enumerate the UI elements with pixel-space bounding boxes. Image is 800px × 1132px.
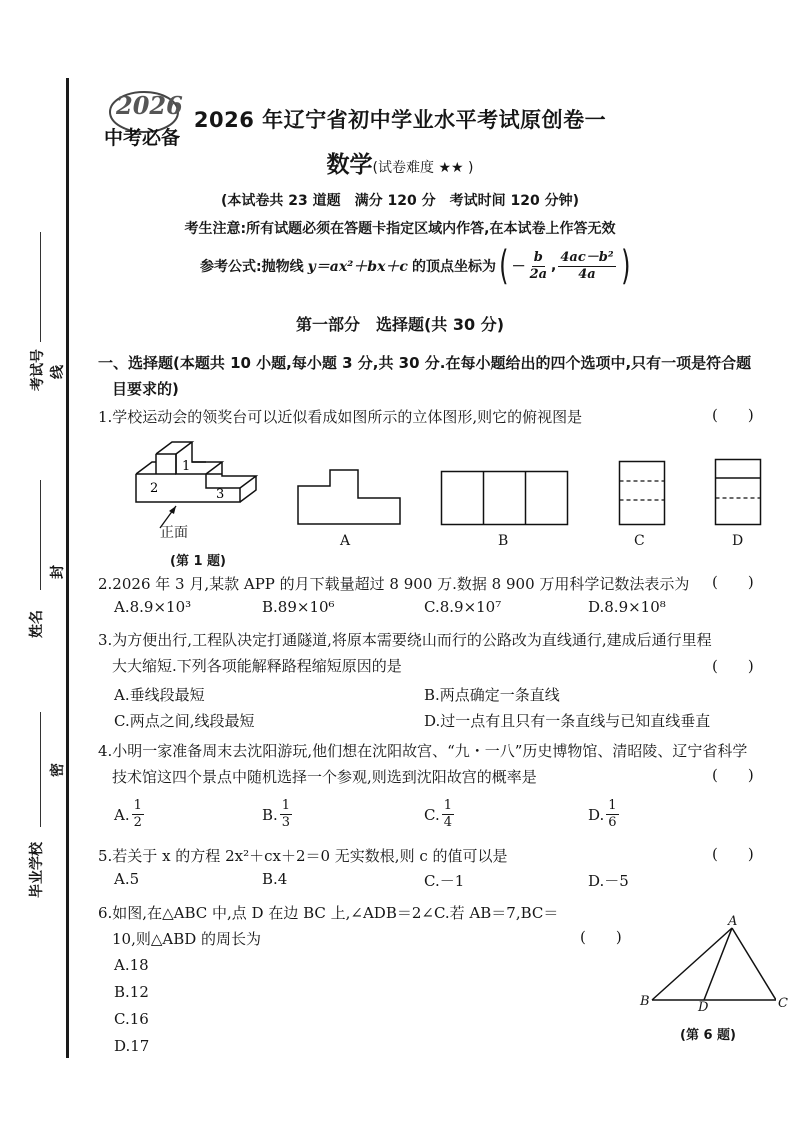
podium-label-2: 2	[150, 481, 159, 496]
front-view-label: 正面	[160, 525, 188, 541]
q2-option-d[interactable]: D.8.9×10⁸	[588, 598, 666, 616]
q4-option-b[interactable]: B. $\frac{1}{3}$	[262, 798, 291, 830]
vertex-y-fraction: $\frac{\text{4ac－b²}}{4a}$	[560, 249, 614, 282]
school-label: 毕业学校	[29, 842, 45, 898]
q3-option-a[interactable]: A.垂线段最短	[114, 686, 205, 704]
q3-option-b[interactable]: B.两点确定一条直线	[424, 686, 560, 704]
q4-option-d[interactable]: D. $\frac{1}{6}$	[588, 798, 617, 830]
section-instruction: 一、选择题(本题共 10 小题,每小题 3 分,共 30 分.在每小题给出的四个选项中,只有一项是符合题 目要求的)	[98, 354, 752, 398]
seal-mark-feng: 封	[50, 565, 66, 579]
left-paren: (	[499, 243, 509, 289]
school-blank	[40, 712, 41, 827]
formula-mid: 的顶点坐标为	[411, 259, 496, 275]
formula-equation: y＝ax²＋bx＋c	[307, 259, 408, 275]
exam-notice: 考生注意:所有试题必须在答题卡指定区域内作答,在本试卷上作答无效	[184, 221, 616, 237]
q2-text: 2.2026 年 3 月,某款 APP 的月下载量超过 8 900 万.数据 8 900 万用科学记数法表示为	[98, 575, 690, 593]
q5-text: 5.若关于 x 的方程 2x²＋cx＋2＝0 无实数根,则 c 的值可以是	[98, 847, 508, 865]
q2-option-b[interactable]: B.89×10⁶	[262, 598, 335, 616]
podium-label-3: 3	[216, 487, 225, 502]
q6-answer-bracket: ( )	[580, 928, 622, 946]
q1-option-a-label[interactable]: A	[340, 533, 351, 549]
vertex-b: B	[640, 994, 650, 1009]
q6-option-a[interactable]: A.18	[114, 956, 149, 974]
q2-answer-bracket: ( )	[712, 573, 754, 591]
name-label: 姓名	[29, 610, 45, 638]
q1-caption: (第 1 题)	[170, 554, 226, 569]
q5-option-b[interactable]: B.4	[262, 870, 288, 888]
logo-year: 2026	[116, 91, 183, 120]
vertex-c: C	[778, 996, 788, 1011]
q5-option-d[interactable]: D.－5	[588, 872, 629, 890]
q6-option-d[interactable]: D.17	[114, 1037, 150, 1055]
name-blank	[40, 480, 41, 590]
subject-line	[0, 146, 800, 179]
q1-option-b-figure[interactable]	[440, 470, 570, 526]
seal-mark-line: 线	[50, 365, 66, 379]
q1-text: 1.学校运动会的领奖台可以近似看成如图所示的立体图形,则它的俯视图是	[98, 408, 583, 426]
q1-option-d-figure[interactable]	[714, 458, 762, 526]
q2-option-a[interactable]: A.8.9×10³	[114, 598, 192, 616]
q5-answer-bracket: ( )	[712, 845, 754, 863]
q1-answer-bracket: ( )	[712, 406, 754, 424]
q1-option-b-label[interactable]: B	[498, 533, 509, 549]
q6-text: 6.如图,在△ABC 中,点 D 在边 BC 上,∠ADB＝2∠C.若 AB＝7,BC＝ 10,则△ABD 的周长为	[98, 904, 559, 948]
seal-mark-mi: 密	[50, 763, 66, 777]
q1-option-c-label[interactable]: C	[634, 533, 645, 549]
vertex-x-fraction: $\frac{b}{2a}$	[529, 249, 548, 282]
q1-option-c-figure[interactable]	[618, 460, 666, 526]
q3-option-d[interactable]: D.过一点有且只有一条直线与已知直线垂直	[424, 712, 711, 730]
q1-podium-figure	[128, 432, 278, 542]
q5-option-a[interactable]: A.5	[114, 870, 140, 888]
q5-option-c[interactable]: C.－1	[424, 872, 465, 890]
section-title: 第一部分 选择题(共 30 分)	[295, 315, 505, 334]
q4-option-a[interactable]: A. $\frac{1}{2}$	[114, 798, 142, 830]
vertex-a: A	[728, 914, 738, 929]
exam-info: (本试卷共 23 道题 满分 120 分 考试时间 120 分钟)	[221, 193, 579, 209]
q6-option-c[interactable]: C.16	[114, 1010, 149, 1028]
exam-number-label: 考试号	[30, 349, 46, 391]
q1-option-a-figure[interactable]	[296, 468, 402, 526]
q3-option-c[interactable]: C.两点之间,线段最短	[114, 712, 255, 730]
vertex-d: D	[698, 1000, 709, 1015]
q2-option-c[interactable]: C.8.9×10⁷	[424, 598, 502, 616]
difficulty: (试卷难度 ★★ )	[372, 160, 474, 176]
podium-label-1: 1	[182, 459, 191, 474]
right-paren: )	[620, 243, 631, 289]
q1-option-d-label[interactable]: D	[732, 533, 744, 549]
q3-text: 3.为方便出行,工程队决定打通隧道,将原本需要绕山而行的公路改为直线通行,建成后通行里程 大大缩短.下列各项能解释路程缩短原因的是	[98, 631, 712, 675]
reference-formula: 参考公式:抛物线 y＝ax²＋bx＋c 的顶点坐标为 ( － $\frac{b}{2a}$ , $\frac{\text{4ac－b²}}{4a}$ )	[200, 243, 631, 289]
logo-text: 中考必备	[104, 127, 181, 149]
q4-option-c[interactable]: C. $\frac{1}{4}$	[424, 798, 452, 830]
q6-option-b[interactable]: B.12	[114, 983, 149, 1001]
subject-name: 数学	[326, 152, 373, 178]
q3-answer-bracket: ( )	[712, 657, 754, 675]
q4-answer-bracket: ( )	[712, 766, 754, 784]
formula-prefix: 参考公式:抛物线	[200, 259, 304, 275]
q6-caption: (第 6 题)	[680, 1028, 736, 1043]
q4-text: 4.小明一家准备周末去沈阳游玩,他们想在沈阳故宫、“九・一八”历史博物馆、清昭陵、辽宁省科学 技术馆这四个景点中随机选择一个参观,则选到沈阳故宫的概率是	[98, 742, 748, 786]
paper-title: 2026 年辽宁省初中学业水平考试原创卷一	[193, 108, 607, 132]
